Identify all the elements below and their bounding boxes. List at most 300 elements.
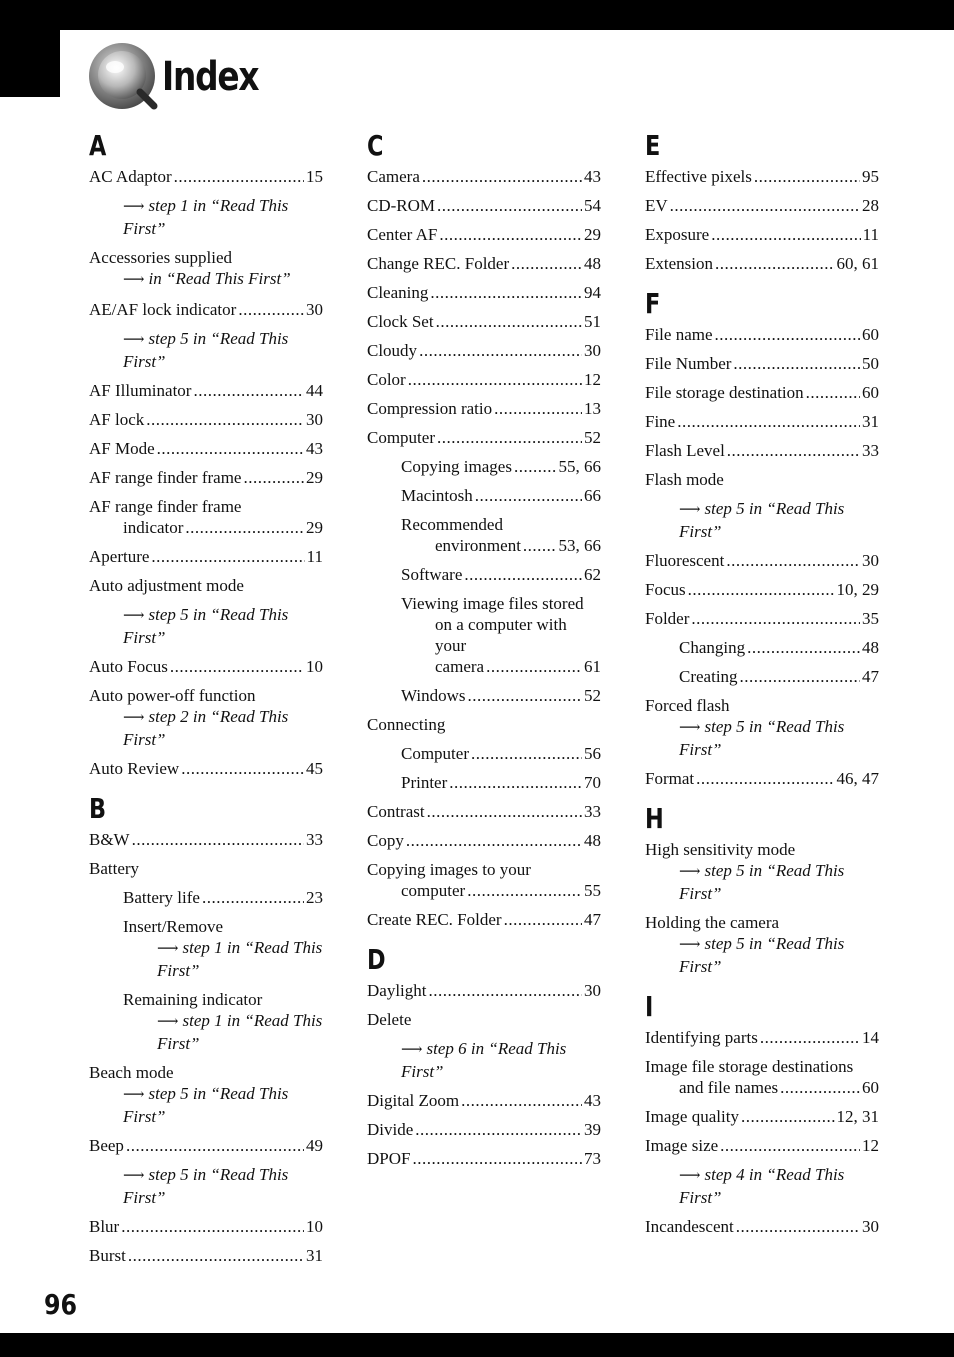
entry-row bbox=[645, 579, 879, 600]
entry-row bbox=[645, 1027, 879, 1048]
leader-dots bbox=[126, 1135, 304, 1156]
leader-dots bbox=[720, 1135, 860, 1156]
entry-row bbox=[89, 380, 323, 401]
arrow-icon: ⟶ bbox=[123, 199, 145, 215]
entry-row bbox=[367, 427, 601, 448]
entry-row bbox=[367, 1148, 601, 1169]
index-entry bbox=[367, 253, 601, 274]
entry-row bbox=[645, 1135, 879, 1156]
reference-text bbox=[89, 1083, 323, 1127]
arrow-icon: ⟶ bbox=[123, 710, 145, 726]
page-reference: 15 bbox=[306, 167, 323, 186]
entry-row bbox=[367, 398, 601, 419]
bottom-bar bbox=[0, 1333, 954, 1357]
entry-row bbox=[89, 467, 323, 488]
entry-term: Copying images bbox=[401, 457, 512, 476]
leader-dots bbox=[691, 608, 860, 629]
leader-dots bbox=[471, 743, 582, 764]
entry-row bbox=[645, 1216, 879, 1237]
page-reference: 48 bbox=[584, 254, 601, 273]
entry-term-continued: and file names bbox=[679, 1078, 779, 1097]
reference-label: step 2 in “Read This First” bbox=[123, 707, 289, 749]
page-reference: 52 bbox=[584, 686, 601, 705]
page-reference: 12, 31 bbox=[836, 1107, 879, 1126]
leader-dots bbox=[741, 1106, 835, 1127]
reference-text bbox=[123, 1010, 323, 1054]
entry-term: CD-ROM bbox=[367, 196, 436, 215]
reference-label: step 1 in “Read This First” bbox=[123, 196, 289, 238]
page-reference: 30 bbox=[862, 1217, 879, 1236]
page-reference: 55, 66 bbox=[558, 457, 601, 476]
index-subentry bbox=[89, 989, 323, 1054]
index-entry bbox=[89, 380, 323, 401]
index-entry bbox=[89, 685, 323, 750]
page-reference: 29 bbox=[306, 468, 323, 487]
page-reference: 23 bbox=[306, 888, 323, 907]
entry-term: Daylight bbox=[367, 981, 427, 1000]
index-entry bbox=[89, 829, 323, 850]
leader-dots bbox=[726, 550, 860, 571]
index-entry bbox=[367, 909, 601, 930]
index-entry bbox=[367, 282, 601, 303]
index-entry bbox=[645, 695, 879, 760]
leader-dots bbox=[670, 195, 860, 216]
entry-term-continued: computer bbox=[401, 881, 466, 900]
entry-row bbox=[401, 564, 601, 585]
leader-dots bbox=[449, 772, 582, 793]
entry-row bbox=[401, 535, 601, 556]
index-entry bbox=[367, 195, 601, 216]
index-entry bbox=[367, 1009, 601, 1030]
leader-dots bbox=[523, 535, 557, 556]
page-reference: 11 bbox=[862, 225, 879, 244]
index-entry bbox=[645, 1106, 879, 1127]
index-entry bbox=[89, 1216, 323, 1237]
corner-tab bbox=[0, 0, 60, 97]
entry-term: Divide bbox=[367, 1120, 414, 1139]
entry-term: Burst bbox=[89, 1246, 126, 1265]
entry-row bbox=[89, 1216, 323, 1237]
reference-label: step 5 in “Read This First” bbox=[679, 499, 845, 541]
page-reference: 49 bbox=[306, 1136, 323, 1155]
arrow-icon: ⟶ bbox=[679, 1168, 701, 1184]
index-column-1 bbox=[89, 130, 323, 1274]
index-subentry bbox=[645, 666, 879, 687]
leader-dots bbox=[740, 666, 860, 687]
reference-text bbox=[89, 328, 323, 372]
index-entry bbox=[645, 166, 879, 187]
leader-dots bbox=[437, 427, 582, 448]
index-entry bbox=[645, 1135, 879, 1156]
page-reference: 13 bbox=[584, 399, 601, 418]
entry-term: Auto Review bbox=[89, 759, 180, 778]
entry-row bbox=[367, 253, 601, 274]
page-number: 96 bbox=[44, 1288, 78, 1321]
index-entry bbox=[645, 608, 879, 629]
section-letter: I bbox=[645, 990, 654, 1023]
entry-term-continued: on a computer with your bbox=[435, 615, 567, 655]
index-entry bbox=[367, 980, 601, 1001]
leader-dots bbox=[461, 1090, 582, 1111]
entry-row bbox=[89, 829, 323, 850]
entry-term: AF range finder frame bbox=[89, 468, 242, 487]
leader-dots bbox=[760, 1027, 860, 1048]
index-entry bbox=[367, 224, 601, 245]
arrow-icon: ⟶ bbox=[123, 1168, 145, 1184]
index-entry bbox=[89, 496, 323, 538]
reference-text bbox=[123, 937, 323, 981]
reference-text bbox=[645, 1164, 879, 1208]
entry-term: Cleaning bbox=[367, 283, 429, 302]
index-entry bbox=[645, 253, 879, 274]
reference-label: step 1 in “Read This First” bbox=[157, 938, 323, 980]
index-reference bbox=[367, 1038, 601, 1082]
reference-label: step 6 in “Read This First” bbox=[401, 1039, 567, 1081]
entry-term: Changing bbox=[679, 638, 746, 657]
index-entry bbox=[367, 1148, 601, 1169]
entry-term: Change REC. Folder bbox=[367, 254, 510, 273]
entry-term: Contrast bbox=[367, 802, 425, 821]
entry-term: Remaining indicator bbox=[123, 990, 263, 1009]
index-entry bbox=[645, 324, 879, 345]
entry-row bbox=[645, 411, 879, 432]
index-entry bbox=[645, 353, 879, 374]
page-reference: 31 bbox=[862, 412, 879, 431]
entry-term: Beep bbox=[89, 1136, 124, 1155]
index-subentry bbox=[367, 772, 601, 793]
reference-text bbox=[645, 498, 879, 542]
index-entry bbox=[367, 859, 601, 901]
arrow-icon: ⟶ bbox=[123, 608, 145, 624]
entry-row bbox=[367, 801, 601, 822]
entry-row bbox=[401, 772, 601, 793]
index-entry bbox=[89, 467, 323, 488]
entry-term: Holding the camera bbox=[645, 913, 780, 932]
leader-dots bbox=[151, 546, 304, 567]
leader-dots bbox=[429, 980, 583, 1001]
leader-dots bbox=[157, 438, 304, 459]
entry-row bbox=[89, 546, 323, 567]
page-reference: 29 bbox=[306, 518, 323, 537]
page-reference: 45 bbox=[306, 759, 323, 778]
page-reference: 28 bbox=[862, 196, 879, 215]
entry-term: Forced flash bbox=[645, 696, 730, 715]
leader-dots bbox=[733, 353, 860, 374]
entry-term: Macintosh bbox=[401, 486, 473, 505]
index-entry bbox=[645, 1027, 879, 1048]
entry-row bbox=[367, 830, 601, 851]
section-letter: F bbox=[645, 287, 661, 320]
entry-row bbox=[89, 1135, 323, 1156]
section-letter: D bbox=[367, 943, 386, 976]
index-subentry bbox=[367, 743, 601, 764]
page-reference: 52 bbox=[584, 428, 601, 447]
entry-term: Battery life bbox=[123, 888, 200, 907]
page-title: Index bbox=[162, 54, 259, 100]
entry-row bbox=[89, 656, 323, 677]
page-reference: 46, 47 bbox=[836, 769, 879, 788]
leader-dots bbox=[128, 1245, 304, 1266]
arrow-icon: ⟶ bbox=[679, 720, 701, 736]
arrow-icon: ⟶ bbox=[123, 332, 145, 348]
entry-row bbox=[645, 768, 879, 789]
index-entry bbox=[367, 398, 601, 419]
index-entry bbox=[645, 1056, 879, 1098]
entry-term-continued: environment bbox=[435, 536, 521, 555]
index-entry bbox=[89, 1135, 323, 1156]
page-reference: 43 bbox=[306, 439, 323, 458]
entry-term: Format bbox=[645, 769, 695, 788]
entry-row bbox=[645, 1077, 879, 1098]
entry-term: Create REC. Folder bbox=[367, 910, 502, 929]
entry-row bbox=[645, 1106, 879, 1127]
page-reference: 51 bbox=[584, 312, 601, 331]
entry-row bbox=[645, 324, 879, 345]
index-column-3 bbox=[645, 130, 879, 1245]
index-reference bbox=[89, 1164, 323, 1208]
index-entry bbox=[89, 758, 323, 779]
page-reference: 62 bbox=[584, 565, 601, 584]
index-entry bbox=[645, 382, 879, 403]
page-reference: 10, 29 bbox=[836, 580, 879, 599]
entry-row bbox=[89, 517, 323, 538]
page-reference: 60 bbox=[862, 383, 879, 402]
index-entry bbox=[645, 550, 879, 571]
entry-row bbox=[645, 382, 879, 403]
page-reference: 60, 61 bbox=[836, 254, 879, 273]
index-subentry bbox=[367, 514, 601, 556]
page-reference: 10 bbox=[306, 657, 323, 676]
entry-row bbox=[367, 340, 601, 361]
reference-text bbox=[89, 268, 323, 291]
page-reference: 66 bbox=[584, 486, 601, 505]
entry-row bbox=[679, 666, 879, 687]
reference-label: step 5 in “Read This First” bbox=[123, 1084, 289, 1126]
leader-dots bbox=[467, 685, 582, 706]
entry-row bbox=[89, 1245, 323, 1266]
reference-label: step 5 in “Read This First” bbox=[679, 861, 845, 903]
entry-term: EV bbox=[645, 196, 668, 215]
reference-label: step 4 in “Read This First” bbox=[679, 1165, 845, 1207]
entry-row bbox=[89, 758, 323, 779]
leader-dots bbox=[436, 311, 582, 332]
entry-term: Effective pixels bbox=[645, 167, 752, 186]
leader-dots bbox=[437, 195, 582, 216]
index-reference bbox=[89, 195, 323, 239]
index-entry bbox=[89, 409, 323, 430]
index-entry bbox=[89, 1062, 323, 1127]
arrow-icon: ⟶ bbox=[679, 864, 701, 880]
leader-dots bbox=[754, 166, 860, 187]
index-entry bbox=[89, 166, 323, 187]
index-entry bbox=[367, 1119, 601, 1140]
reference-text bbox=[645, 716, 879, 760]
entry-term: Extension bbox=[645, 254, 713, 273]
index-entry bbox=[367, 340, 601, 361]
top-bar bbox=[0, 0, 954, 30]
entry-term-continued: indicator bbox=[123, 518, 184, 537]
page-reference: 56 bbox=[584, 744, 601, 763]
entry-row bbox=[367, 166, 601, 187]
page-reference: 35 bbox=[862, 609, 879, 628]
page-reference: 12 bbox=[584, 370, 601, 389]
page-reference: 43 bbox=[584, 167, 601, 186]
page-reference: 31 bbox=[306, 1246, 323, 1265]
leader-dots bbox=[439, 224, 582, 245]
entry-row bbox=[89, 299, 323, 320]
entry-term: Focus bbox=[645, 580, 686, 599]
entry-term: Computer bbox=[367, 428, 435, 447]
entry-row bbox=[367, 1090, 601, 1111]
arrow-icon: ⟶ bbox=[157, 1014, 179, 1030]
arrow-icon: ⟶ bbox=[123, 272, 145, 288]
leader-dots bbox=[185, 517, 304, 538]
entry-term: DPOF bbox=[367, 1149, 411, 1168]
leader-dots bbox=[806, 382, 860, 403]
leader-dots bbox=[467, 880, 582, 901]
entry-term: Printer bbox=[401, 773, 448, 792]
index-entry bbox=[367, 311, 601, 332]
entry-term: Image size bbox=[645, 1136, 719, 1155]
index-column-2 bbox=[367, 130, 601, 1177]
page-reference: 39 bbox=[584, 1120, 601, 1139]
leader-dots bbox=[688, 579, 835, 600]
page-reference: 61 bbox=[584, 657, 601, 676]
index-entry bbox=[645, 912, 879, 977]
entry-term: Software bbox=[401, 565, 463, 584]
section-letter: H bbox=[645, 802, 664, 835]
page-reference: 54 bbox=[584, 196, 601, 215]
page-reference: 55 bbox=[584, 881, 601, 900]
leader-dots bbox=[715, 253, 835, 274]
leader-dots bbox=[715, 324, 860, 345]
entry-term: AE/AF lock indicator bbox=[89, 300, 237, 319]
index-entry bbox=[89, 575, 323, 596]
leader-dots bbox=[121, 1216, 304, 1237]
entry-row bbox=[645, 608, 879, 629]
index-subentry bbox=[367, 685, 601, 706]
page-reference: 53, 66 bbox=[558, 536, 601, 555]
entry-term: High sensitivity mode bbox=[645, 840, 796, 859]
index-subentry bbox=[367, 485, 601, 506]
arrow-icon: ⟶ bbox=[157, 941, 179, 957]
entry-term: Insert/Remove bbox=[123, 917, 224, 936]
leader-dots bbox=[202, 887, 304, 908]
leader-dots bbox=[412, 1148, 582, 1169]
index-subentry bbox=[645, 637, 879, 658]
entry-row bbox=[645, 166, 879, 187]
index-entry bbox=[367, 1090, 601, 1111]
index-entry bbox=[367, 369, 601, 390]
entry-row bbox=[367, 980, 601, 1001]
entry-term: Digital Zoom bbox=[367, 1091, 460, 1110]
page-reference: 95 bbox=[862, 167, 879, 186]
entry-term: Auto power-off function bbox=[89, 686, 256, 705]
page-reference: 44 bbox=[306, 381, 323, 400]
index-entry bbox=[89, 247, 323, 291]
entry-row bbox=[123, 887, 323, 908]
reference-text bbox=[89, 706, 323, 750]
index-entry bbox=[645, 224, 879, 245]
reference-label: step 1 in “Read This First” bbox=[157, 1011, 323, 1053]
index-entry bbox=[645, 839, 879, 904]
entry-row bbox=[401, 456, 601, 477]
entry-row bbox=[367, 282, 601, 303]
entry-term: Windows bbox=[401, 686, 466, 705]
entry-term: Recommended bbox=[401, 515, 503, 534]
entry-term: Clock Set bbox=[367, 312, 434, 331]
index-entry bbox=[645, 579, 879, 600]
entry-row bbox=[401, 685, 601, 706]
index-entry bbox=[645, 440, 879, 461]
entry-row bbox=[645, 440, 879, 461]
leader-dots bbox=[181, 758, 304, 779]
leader-dots bbox=[132, 829, 304, 850]
entry-term: Cloudy bbox=[367, 341, 418, 360]
index-entry bbox=[645, 768, 879, 789]
entry-term: Flash Level bbox=[645, 441, 725, 460]
entry-term: Folder bbox=[645, 609, 690, 628]
page-reference: 94 bbox=[584, 283, 601, 302]
arrow-icon: ⟶ bbox=[401, 1042, 423, 1058]
entry-term: Center AF bbox=[367, 225, 438, 244]
leader-dots bbox=[464, 564, 582, 585]
index-entry bbox=[89, 438, 323, 459]
index-entry bbox=[645, 469, 879, 490]
index-subentry bbox=[89, 916, 323, 981]
section-letter: E bbox=[645, 129, 661, 162]
entry-term: Aperture bbox=[89, 547, 150, 566]
arrow-icon: ⟶ bbox=[679, 502, 701, 518]
entry-term: Fluorescent bbox=[645, 551, 725, 570]
entry-row bbox=[401, 656, 601, 677]
entry-row bbox=[367, 195, 601, 216]
leader-dots bbox=[736, 1216, 860, 1237]
index-entry bbox=[367, 166, 601, 187]
entry-term: File Number bbox=[645, 354, 732, 373]
entry-term: Color bbox=[367, 370, 406, 389]
entry-term-continued: camera bbox=[435, 657, 485, 676]
leader-dots bbox=[494, 398, 582, 419]
entry-term: Flash mode bbox=[645, 470, 724, 489]
entry-term: Accessories supplied bbox=[89, 248, 233, 267]
entry-row bbox=[401, 743, 601, 764]
entry-term: Image file storage destinations bbox=[645, 1057, 854, 1076]
index-entry bbox=[645, 195, 879, 216]
page-reference: 33 bbox=[584, 802, 601, 821]
leader-dots bbox=[780, 1077, 860, 1098]
entry-row bbox=[645, 353, 879, 374]
arrow-icon: ⟶ bbox=[679, 937, 701, 953]
entry-term: File storage destination bbox=[645, 383, 804, 402]
entry-term: Identifying parts bbox=[645, 1028, 758, 1047]
leader-dots bbox=[408, 369, 582, 390]
reference-label: step 5 in “Read This First” bbox=[679, 717, 845, 759]
entry-term: Connecting bbox=[367, 715, 446, 734]
entry-term: AF Mode bbox=[89, 439, 155, 458]
leader-dots bbox=[727, 440, 860, 461]
reference-label: step 5 in “Read This First” bbox=[679, 934, 845, 976]
leader-dots bbox=[422, 166, 582, 187]
page-reference: 60 bbox=[862, 1078, 879, 1097]
page-reference: 11 bbox=[306, 547, 323, 566]
index-reference bbox=[645, 1164, 879, 1208]
entry-term: Computer bbox=[401, 744, 469, 763]
index-subentry bbox=[367, 456, 601, 477]
index-entry bbox=[89, 546, 323, 567]
index-reference bbox=[89, 604, 323, 648]
index-reference bbox=[645, 498, 879, 542]
